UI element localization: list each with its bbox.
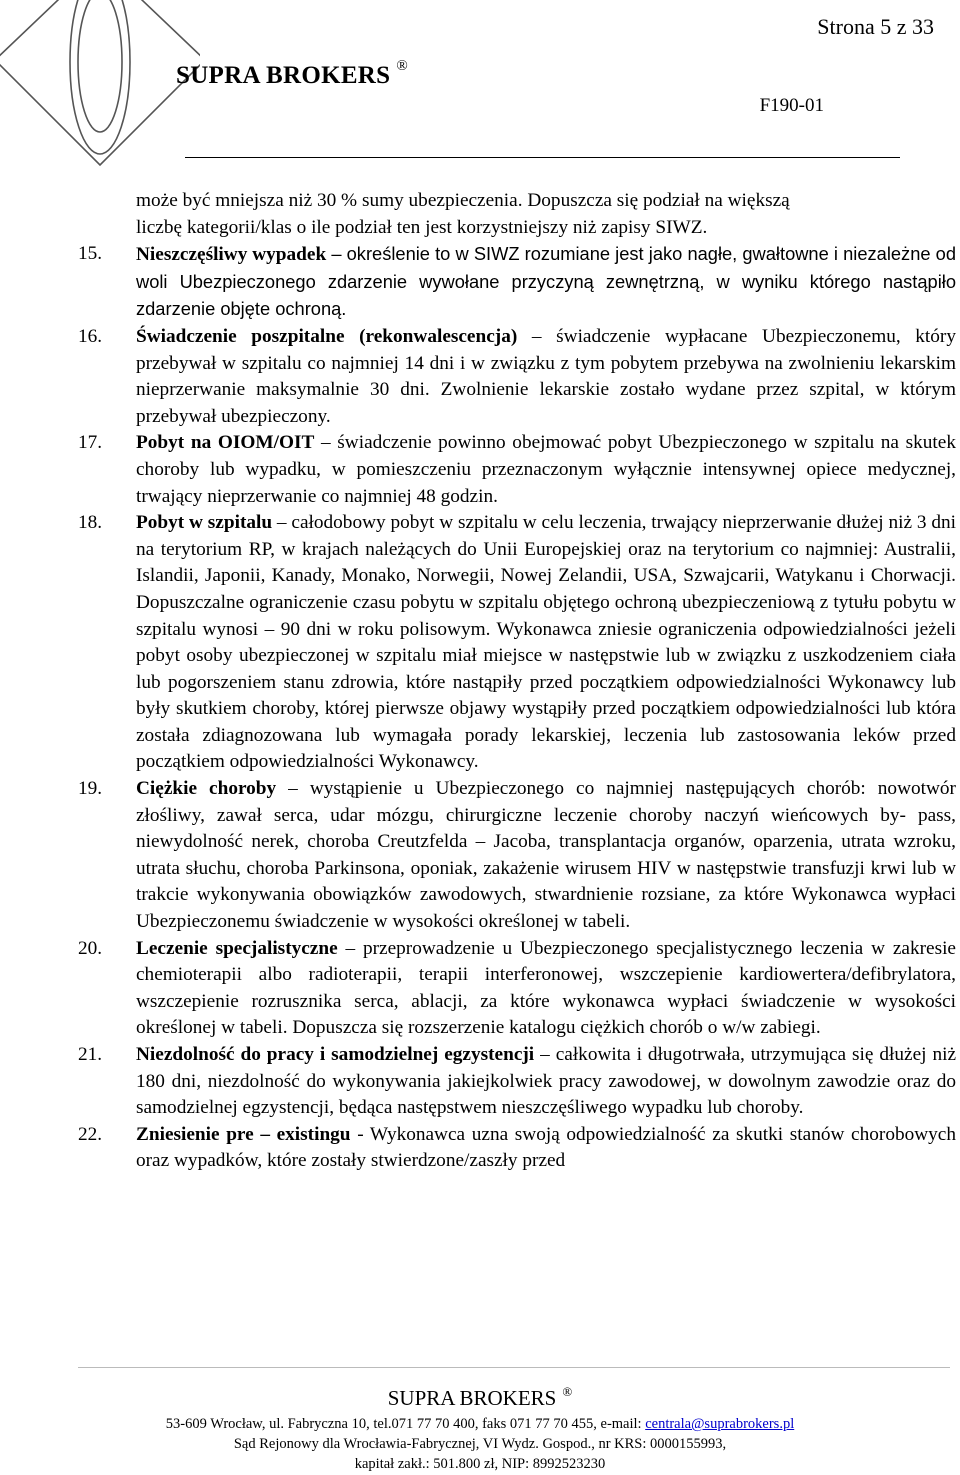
continuation-paragraph: [78, 188, 956, 241]
definition-term: Świadczenie poszpitalne (rekonwalescencja): [136, 325, 518, 347]
definition-term: Pobyt na OIOM/OIT: [136, 432, 315, 454]
footer-capital-line: kapitał zakł.: 501.800 zł, NIP: 8992523230: [354, 1456, 606, 1472]
definition-item-20: [78, 936, 956, 1042]
definition-term: Ciężkie choroby: [136, 778, 277, 800]
header-divider: [185, 157, 900, 158]
item-number: 18.: [78, 512, 103, 534]
definition-term: Nieszczęśliwy wypadek: [136, 244, 327, 266]
header-brand-name: SUPRA BROKERS: [176, 62, 391, 89]
definition-text: – świadczenie powinno obejmować pobyt Ubezpieczonego w szpitalu na skutek choroby lub wypadku, w pomieszczeniu przeznaczonym wyłącznie intensywnej opiece medycznej, trwający nieprzerwanie co najmniej 48 godzin.: [136, 432, 956, 507]
definition-text: – całkowita i długotrwała, utrzymująca się dłużej niż 180 dni, niezdolność do wykonywania jakiejkolwiek pracy zawodowej, w dowolnym zawodzie oraz do samodzielnej egzystencji, będąca następstwem nieszczęśliwego wypadku lub choroby.: [136, 1044, 956, 1119]
definition-item-19: [78, 776, 956, 936]
definition-term: Pobyt w szpitalu: [136, 512, 273, 534]
definition-item-15: [78, 241, 956, 324]
definition-item-21: [78, 1042, 956, 1122]
continuation-line-2: liczbę kategorii/klas o ile podział ten jest korzystniejszy niż zapisy SIWZ.: [136, 216, 708, 238]
document-body: [78, 188, 956, 1175]
item-number: 17.: [78, 432, 103, 454]
footer-brand-name: SUPRA BROKERS: [387, 1386, 557, 1410]
definition-text: - Wykonawca uzna swoją odpowiedzialność za skutki stanów chorobowych oraz wypadków, które zostały stwierdzone/zaszły przed: [136, 1123, 957, 1172]
definition-term: Zniesienie pre – existingu: [136, 1123, 351, 1145]
definition-item-22: [78, 1122, 956, 1175]
definition-text: – całodobowy pobyt w szpitalu w celu leczenia, trwający nieprzerwanie dłużej niż 3 dni na terytorium RP, w krajach należących do Unii Europejskiej oraz na terytorium co najmniej: Australii, Islandii, Japonii, Kanady, Monako, Norwegii, Nowej Zelandii, USA, Szwajcarii, Watykanu i Chorwacji. Dopuszczalne ograniczenie czasu pobytu w szpitalu objętego ochroną ubezpieczeniową z tytułu pobytu w szpitalu wynosi – 90 dni w roku polisowym. Wykonawca zniesie ograniczenia odpowiedzialności jeżeli pobyt osoby ubezpieczonej w szpitalu miał miejsce w następstwie lub w związku z uszkodzeniem ciała lub pogorszeniem stanu zdrowia, które nastąpiły przed początkiem odpowiedzialności Wykonawcy lub były skutkiem choroby, której pierwsze objawy wystąpiły przed początkiem odpowiedzialności lub która została zdiagnozowana lub wymagała porady lekarskiej, leczenia lub zastosowania leków przed początkiem odpowiedzialności Wykonawcy.: [136, 512, 956, 773]
definition-text: – wystąpienie u Ubezpieczonego co najmniej następujących chorób: nowotwór złośliwy, zawał serca, udar mózgu, chirurgiczne leczenie choroby naczyń wieńcowych by- pass, niewydolność nerek, choroba Creutzfelda – Jacoba, transplantacja organów, oparzenia, utrata wzroku, utrata słuchu, choroba Parkinsona, oponiak, zakażenie wirusem HIV w następstwie transfuzji krwi lub w trakcie wykonywania obowiązków zawodowych, stwardnienie rozsiane, za które Wykonawca wypłaci Ubezpieczonemu świadczenie w wysokości określonej w tabeli.: [136, 778, 956, 933]
item-number: 22.: [78, 1123, 103, 1145]
footer-court-line: Sąd Rejonowy dla Wrocławia-Fabrycznej, VI Wydz. Gospod., nr KRS: 0000155993,: [233, 1436, 727, 1452]
company-logo: [0, 0, 200, 180]
form-code: F190-01: [759, 95, 824, 116]
header-brand: [176, 58, 409, 90]
footer-email-link[interactable]: centrala@suprabrokers.pl: [645, 1416, 795, 1432]
definition-text: – określenie to w SIWZ rozumiane jest jako nagłe, gwałtowne i niezależne od woli Ubezpieczonego zdarzenie wywołane przyczyną zewnętrzną, w wyniku którego nastąpiło zdarzenie objęte ochroną.: [136, 243, 956, 320]
item-number: 19.: [78, 778, 103, 800]
definition-item-16: [78, 324, 956, 430]
continuation-line-1: może być mniejsza niż 30 % sumy ubezpieczenia. Dopuszcza się podział na większą: [136, 190, 790, 211]
footer-address-line: [0, 1416, 960, 1433]
definition-item-18: [78, 510, 956, 776]
definition-term: Leczenie specjalistyczne: [136, 937, 338, 959]
footer-address: 53-609 Wrocław, ul. Fabryczna 10, tel.071 77 70 400, faks 071 77 70 455, e-mail:: [165, 1416, 646, 1432]
registered-mark: ®: [396, 58, 409, 74]
footer-registered-mark: ®: [562, 1384, 573, 1399]
definition-text: – przeprowadzenie u Ubezpieczonego specjalistycznego leczenia w zakresie chemioterapii albo radioterapii, terapii interferonowej, wszczepienie kardiowertera/defibrylatora, wszczepienie rozrusznika serca, ablacji, za które wykonawca wypłaci świadczenie w wysokości określonej w tabeli. Dopuszcza się rozszerzenie katalogu ciężkich chorób o w/w zabiegi.: [136, 937, 956, 1039]
definition-item-17: [78, 430, 956, 510]
footer-brand: [0, 1386, 960, 1411]
item-number: 21.: [78, 1044, 103, 1065]
definition-text: – świadczenie wypłacane Ubezpieczonemu, który przebywał w szpitalu co najmniej 14 dni i w związku z tym pobytem przebywa na zwolnieniu lekarskim nieprzerwanie maksymalnie 30 dni. Zwolnienie lekarskie zostało wydane przez szpital, w którym przebywał ubezpieczony.: [136, 325, 956, 427]
definition-term: Niezdolność do pracy i samodzielnej egzystencji: [136, 1044, 535, 1065]
page-number: Strona 5 z 33: [817, 14, 934, 39]
footer-divider: [78, 1367, 950, 1368]
item-number: 16.: [78, 325, 103, 347]
item-number: 15.: [78, 243, 103, 265]
item-number: 20.: [78, 937, 103, 959]
